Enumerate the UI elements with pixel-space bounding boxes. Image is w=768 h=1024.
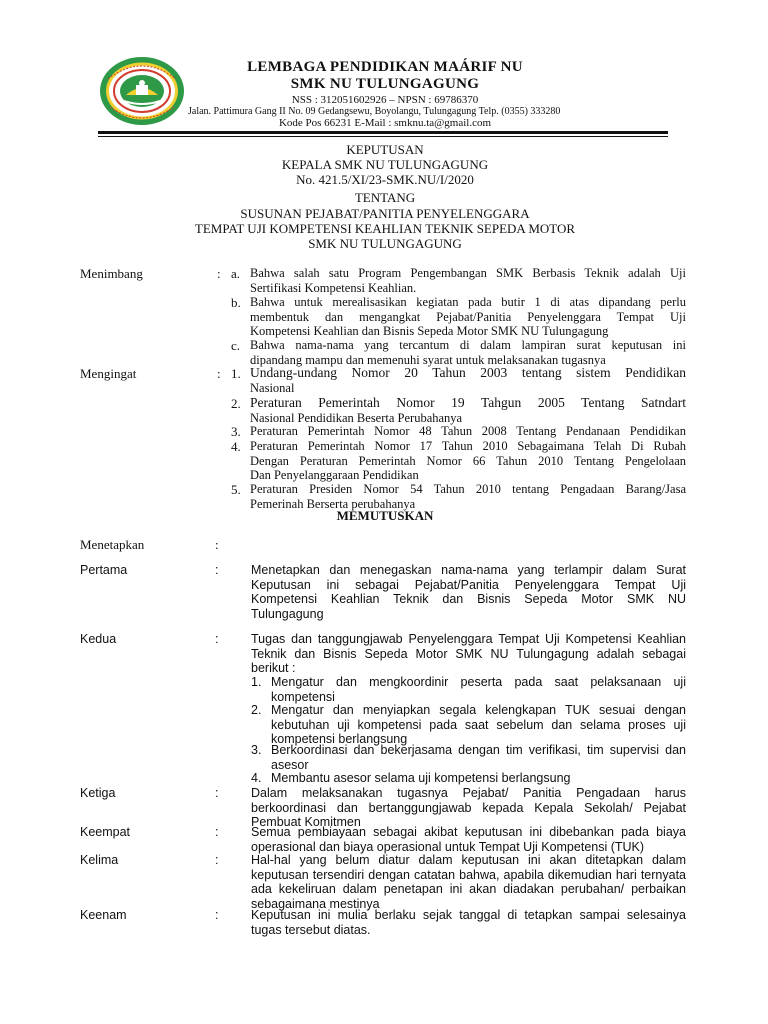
kedua-item-3: Berkoordinasi dan bekerjasama dengan tim verifikasi, tim supervisi dan asesor	[271, 743, 686, 772]
institution-name: LEMBAGA PENDIDIKAN MAÁRIF NU	[247, 59, 523, 75]
ketiga-label: Ketiga	[80, 786, 116, 800]
subject-line-1: SUSUNAN PEJABAT/PANITIA PENYELENGGARA	[240, 206, 530, 221]
letterhead-rule-thin	[98, 136, 668, 137]
mengingat-colon: :	[217, 366, 221, 381]
mengingat-item-3: Peraturan Pemerintah Nomor 48 Tahun 2008 Tentang Pendanaan Pendidikan	[250, 424, 686, 438]
menimbang-label: Menimbang	[80, 266, 143, 281]
memutuskan-heading: MEMUTUSKAN	[336, 508, 434, 523]
menimbang-item-a: Bahwa salah satu Program Pengembangan SMK Berbasis Teknik adalah Uji Sertifikasi Kompetensi Keahlian.	[250, 266, 686, 295]
mengingat-label: Mengingat	[80, 366, 137, 381]
mengingat-item-1: Undang-undang Nomor 20 Tahun 2003 tentang sistem Pendidikan Nasional	[250, 365, 686, 395]
keenam-text: Keputusan ini mulia berlaku sejak tanggal di tetapkan sampai selesainya tugas tersebut diatas.	[251, 908, 686, 937]
mengingat-marker-5: 5.	[231, 482, 241, 497]
title-keputusan: KEPUTUSAN	[346, 142, 424, 157]
kedua-marker-1: 1.	[251, 675, 262, 689]
subject-line-2: TEMPAT UJI KOMPETENSI KEAHLIAN TEKNIK SEPEDA MOTOR	[194, 221, 576, 236]
kedua-marker-3: 3.	[251, 743, 262, 757]
school-logo	[98, 55, 186, 127]
kedua-item-4: Membantu asesor selama uji kompetensi berlangsung	[271, 771, 571, 785]
menimbang-marker-c: c.	[231, 338, 241, 353]
kedua-colon: :	[215, 632, 219, 646]
subject-line-3: SMK NU TULUNGAGUNG	[308, 236, 462, 251]
keempat-label: Keempat	[80, 825, 131, 839]
keempat-colon: :	[215, 825, 219, 839]
menetapkan-colon: :	[215, 537, 219, 552]
pertama-text: Menetapkan dan menegaskan nama-nama yang terlampir dalam Surat Keputusan ini sebagai Pejabat/Panitia Penyelenggara Tempat Uji Kompetensi Keahlian Teknik dan Bisnis Sepeda Motor SMK NU Tulungagung	[251, 563, 686, 621]
menimbang-item-c: Bahwa nama-nama yang tercantum di dalam lampiran surat keputusan ini dipandang mampu dan memenuhi syarat untuk melaksanakan tugasnya	[250, 338, 686, 367]
kelima-colon: :	[215, 853, 219, 867]
kelima-text: Hal-hal yang belum diatur dalam keputusan ini akan ditetapkan dalam keputusan tersendiri dengan catatan bahwa, apabila dikemudian hari ternyata ada kekeliruan dalam penetapan ini akan diadakan perubahan/ perbaikan sebagaimana mestinya	[251, 853, 686, 911]
school-address: Jalan. Pattimura Gang II No. 09 Gedangsewu, Boyolangu, Tulungagung Telp. (0355) 333280	[188, 106, 561, 117]
decree-number: No. 421.5/XI/23-SMK.NU/I/2020	[296, 172, 474, 187]
mengingat-marker-3: 3.	[231, 424, 241, 439]
kedua-text: Tugas dan tanggungjawab Penyelenggara Tempat Uji Kompetensi Keahlian Teknik dan Bisnis Sepeda Motor SMK NU Tulungagung adalah sebagai berikut :	[251, 632, 686, 675]
school-name: SMK NU TULUNGAGUNG	[290, 76, 480, 92]
letterhead-rule-thick	[98, 131, 668, 134]
keenam-colon: :	[215, 908, 219, 922]
menimbang-colon: :	[217, 266, 221, 281]
ketiga-colon: :	[215, 786, 219, 800]
kedua-marker-2: 2.	[251, 703, 262, 717]
postal-email: Kode Pos 66231 E-Mail : smknu.ta@gmail.com	[278, 117, 492, 129]
title-tentang: TENTANG	[354, 190, 416, 205]
mengingat-item-5: Peraturan Presiden Nomor 54 Tahun 2010 tentang Pengadaan Barang/Jasa Pemerinah Berserta perubahanya	[250, 482, 686, 511]
keenam-label: Keenam	[80, 908, 127, 922]
kedua-item-1: Mengatur dan mengkoordinir peserta pada saat pelaksanaan uji kompetensi	[271, 675, 686, 704]
kelima-label: Kelima	[80, 853, 119, 867]
keempat-text: Semua pembiayaan sebagai akibat keputusan ini dibebankan pada biaya operasional dan biaya operasional untuk Tempat Uji Kompetensi (TUK)	[251, 825, 686, 854]
menimbang-item-b: Bahwa untuk merealisasikan kegiatan pada butir 1 di atas dipandang perlu membentuk dan mengangkat Pejabat/Panitia Penyelenggara Tempat Uji Kompetensi Keahlian dan Bisnis Sepeda Motor SMK NU Tulungagung	[250, 295, 686, 338]
pertama-label: Pertama	[80, 563, 128, 577]
kedua-label: Kedua	[80, 632, 117, 646]
menimbang-marker-a: a.	[231, 266, 241, 281]
kedua-marker-4: 4.	[251, 771, 262, 785]
mengingat-marker-2: 2.	[231, 396, 241, 411]
menimbang-marker-b: b.	[231, 295, 241, 310]
mengingat-item-4: Peraturan Pemerintah Nomor 17 Tahun 2010 Sebagaimana Telah Di Rubah Dengan Peraturan Pemerintah Nomor 66 Tahun 2010 Tentang Pengelolaan Dan Penyelanggaraan Pendidikan	[250, 439, 686, 482]
mengingat-marker-1: 1.	[231, 366, 241, 381]
pertama-colon: :	[215, 563, 219, 577]
nss-npsn: NSS : 312051602926 – NPSN : 69786370	[291, 94, 479, 106]
ketiga-text: Dalam melaksanakan tugasnya Pejabat/ Panitia Pengadaan harus berkoordinasi dan bertanggungjawab kepada Kepala Sekolah/ Pejabat Pembuat Komitmen	[251, 786, 686, 829]
mengingat-marker-4: 4.	[231, 439, 241, 454]
mengingat-item-2: Peraturan Pemerintah Nomor 19 Tahgun 2005 Tentang Satndart Nasional Pendidikan Beserta Perubahanya	[250, 395, 686, 425]
menetapkan-label: Menetapkan	[80, 537, 145, 552]
title-kepala: KEPALA SMK NU TULUNGAGUNG	[281, 157, 489, 172]
kedua-item-2: Mengatur dan menyiapkan segala kelengkapan TUK sesuai dengan kebutuhan uji kompetensi pada saat sebelum dan selama proses uji kompetensi berlangsung	[271, 703, 686, 746]
